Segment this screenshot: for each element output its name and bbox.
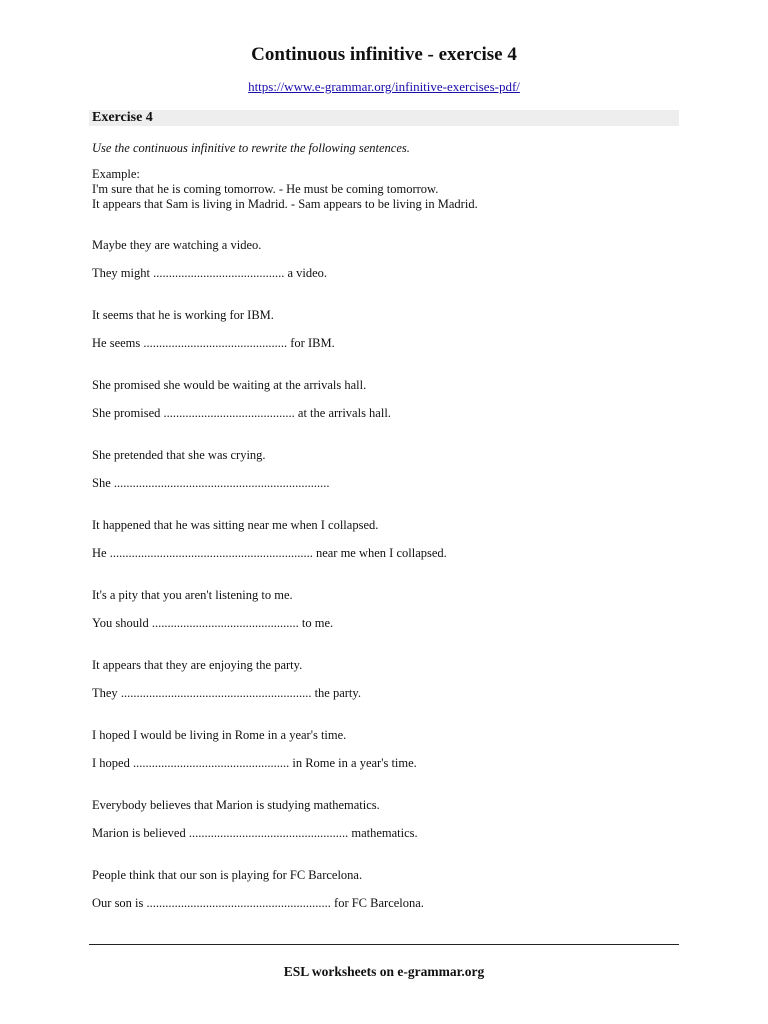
answer-blank[interactable]: .................................................. (132, 756, 290, 770)
example-line: It appears that Sam is living in Madrid. - Sam appears to be living in Madrid. (92, 197, 478, 211)
answer-line (92, 545, 447, 561)
question-item (92, 867, 447, 937)
answer-lead: Our son is (92, 896, 144, 910)
question-prompt: Maybe they are watching a video. (92, 238, 262, 252)
question-prompt: People think that our son is playing for FC Barcelona. (92, 868, 363, 882)
answer-blank[interactable]: ..................................................................... (113, 476, 330, 490)
answer-line (92, 755, 447, 771)
answer-lead: He (92, 546, 107, 560)
question-prompt: It happened that he was sitting near me when I collapsed. (92, 518, 379, 532)
answer-line (92, 615, 447, 631)
question-item (92, 307, 447, 377)
exercise-heading: Exercise 4 (89, 110, 679, 126)
answer-tail: to me. (301, 616, 334, 630)
answer-blank[interactable]: ............................................................. (120, 686, 312, 700)
question-prompt: It seems that he is working for IBM. (92, 308, 274, 322)
answer-line (92, 265, 447, 281)
answer-tail: in Rome in a year's time. (292, 756, 417, 770)
answer-line (92, 335, 447, 351)
example-label: Example: (92, 167, 140, 181)
answer-lead: He seems (92, 336, 141, 350)
question-prompt: It appears that they are enjoying the party. (92, 658, 303, 672)
answer-tail: at the arrivals hall. (297, 406, 391, 420)
answer-line (92, 895, 447, 911)
footer-divider (89, 944, 679, 945)
answer-lead: Marion is believed (92, 826, 186, 840)
answer-tail: for FC Barcelona. (334, 896, 424, 910)
answer-tail: near me when I collapsed. (315, 546, 447, 560)
example-block (92, 167, 478, 212)
question-list (92, 237, 447, 937)
answer-lead: You should (92, 616, 149, 630)
question-item (92, 237, 447, 307)
answer-tail: the party. (314, 686, 361, 700)
page-title: Continuous infinitive - exercise 4 (251, 44, 517, 65)
answer-line (92, 685, 447, 701)
answer-blank[interactable]: .......................................... (163, 406, 295, 420)
answer-line (92, 475, 447, 491)
question-item (92, 587, 447, 657)
answer-blank[interactable]: .......................................... (153, 266, 285, 280)
answer-blank[interactable]: ................................................... (188, 826, 349, 840)
footer-text: ESL worksheets on e-grammar.org (283, 964, 485, 979)
question-prompt: I hoped I would be living in Rome in a year's time. (92, 728, 347, 742)
answer-blank[interactable]: ........................................................... (146, 896, 331, 910)
answer-tail: for IBM. (290, 336, 335, 350)
answer-tail: mathematics. (351, 826, 418, 840)
question-item (92, 797, 447, 867)
question-item (92, 657, 447, 727)
question-item (92, 377, 447, 447)
answer-lead: They (92, 686, 118, 700)
question-prompt: She pretended that she was crying. (92, 448, 266, 462)
answer-blank[interactable]: ............................................... (151, 616, 299, 630)
question-prompt: Everybody believes that Marion is studying mathematics. (92, 798, 380, 812)
question-item (92, 447, 447, 517)
question-prompt: It's a pity that you aren't listening to me. (92, 588, 293, 602)
answer-line (92, 825, 447, 841)
question-prompt: She promised she would be waiting at the arrivals hall. (92, 378, 367, 392)
question-item (92, 727, 447, 797)
answer-lead: She (92, 476, 111, 490)
exercise-instruction: Use the continuous infinitive to rewrite the following sentences. (92, 141, 410, 155)
answer-lead: I hoped (92, 756, 130, 770)
answer-lead: She promised (92, 406, 161, 420)
answer-blank[interactable]: .............................................. (143, 336, 288, 350)
source-link[interactable]: https://www.e-grammar.org/infinitive-exercises-pdf/ (248, 79, 520, 94)
question-item (92, 517, 447, 587)
answer-tail: a video. (287, 266, 328, 280)
example-line: I'm sure that he is coming tomorrow. - He must be coming tomorrow. (92, 182, 439, 196)
answer-lead: They might (92, 266, 150, 280)
answer-blank[interactable]: ................................................................. (109, 546, 313, 560)
answer-line (92, 405, 447, 421)
